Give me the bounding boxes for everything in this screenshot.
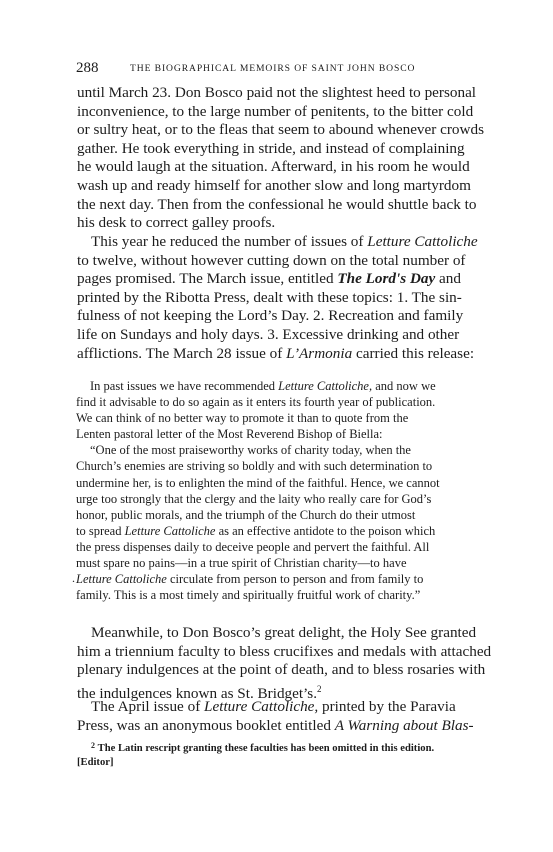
text-line: he would laugh at the situation. Afterward, in his room he would xyxy=(77,158,470,176)
text-line xyxy=(77,345,497,364)
running-head: THE BIOGRAPHICAL MEMOIRS OF SAINT JOHN BOSCO xyxy=(130,63,416,74)
quote-line: We can think of no better way to promote it than to quote from the xyxy=(76,411,409,426)
italic-title: Letture Cattoliche xyxy=(76,572,167,587)
paragraph-march-confessions xyxy=(77,84,497,233)
footnote xyxy=(77,739,497,771)
text-line xyxy=(77,698,497,717)
text-line: printed by the Ribotta Press, dealt with these topics: 1. The sin- xyxy=(77,288,462,306)
margin-mark: . xyxy=(72,571,75,585)
footnote-line xyxy=(77,739,497,756)
quote-line xyxy=(76,378,498,394)
quote-line: find it advisable to do so again as it enters its fourth year of publication. xyxy=(76,395,436,410)
quote-line: Lenten pastoral letter of the Most Reverend Bishop of Biella: xyxy=(76,427,383,442)
text-line xyxy=(77,717,497,736)
text-run: Press, was an anonymous booklet entitled xyxy=(77,716,335,734)
text-run: and xyxy=(435,270,461,288)
italic-title: L’Armonia xyxy=(286,344,353,362)
italic-title: Letture Cattoliche, xyxy=(204,698,319,715)
text-run: printed by the Paravia xyxy=(318,698,456,715)
text-line: life on Sundays and holy days. 3. Excessive drinking and other xyxy=(77,325,460,343)
text-line: inconvenience, to the large number of penitents, to the bitter cold xyxy=(77,102,474,120)
text-line: or sultry heat, or to the fleas that seem to abound whenever crowds xyxy=(77,121,484,139)
text-run: In past issues we have recommended xyxy=(90,379,279,393)
quote-line: the press dispenses daily to deceive people and pervert the faithful. All xyxy=(76,539,430,554)
text-line: his desk to correct galley proofs. xyxy=(77,214,276,232)
footnote-ref: 2 xyxy=(317,683,322,694)
italic-title: The Lord's Day xyxy=(337,270,436,288)
footnote-line: [Editor] xyxy=(77,757,114,769)
quote-line: urge too strongly that the clergy and the laity who really care for God’s xyxy=(76,491,432,506)
italic-title: Letture Cattoliche, xyxy=(278,379,373,393)
text-run: afflictions. The March 28 issue of xyxy=(77,344,287,362)
quote-line: “One of the most praiseworthy works of charity today, when the xyxy=(90,443,411,458)
text-line: Meanwhile, to Don Bosco’s great delight, the Holy See granted xyxy=(91,624,477,641)
quote-line: honor, public morals, and the triumph of the Church do their utmost xyxy=(76,507,416,522)
text-run: The April issue of xyxy=(91,698,205,715)
text-line xyxy=(77,270,497,289)
text-line: gather. He took everything in stride, and instead of complaining xyxy=(77,139,465,157)
text-line: plenary indulgences at the point of death, and to bless rosaries with xyxy=(77,661,486,679)
text-run: circulate from person to person and from family to xyxy=(166,572,424,587)
italic-title: A Warning about Blas- xyxy=(334,716,474,734)
text-line: wash up and ready himself for another slow and long martyrdom xyxy=(77,176,471,194)
text-line: until March 23. Don Bosco paid not the slightest heed to personal xyxy=(77,84,477,101)
text-run: as an effective antidote to the poison which xyxy=(215,523,436,538)
quote-line: must spare no pains—in a true spirit of Christian charity—to have xyxy=(76,556,407,571)
quote-line: family. This is a most timely and spiritually fruitful work of charity.” xyxy=(76,588,421,603)
text-run: and now we xyxy=(372,379,436,393)
block-quote-armonia xyxy=(76,378,498,603)
text-line xyxy=(77,233,497,252)
quote-line: undermine her, is to enlighten the mind of the faithful. Hence, we cannot xyxy=(76,475,440,490)
text-line: to twelve, without however cutting down on the total number of xyxy=(77,251,466,269)
text-line: him a triennium faculty to bless crucifixes and medals with attached xyxy=(77,642,492,660)
footnote-mark: 2 xyxy=(91,741,95,750)
quote-line xyxy=(76,523,498,539)
text-line: fulness of not keeping the Lord’s Day. 2. Recreation and family xyxy=(77,307,464,325)
paragraph-letture-issues xyxy=(77,233,497,363)
footnote-text: The Latin rescript granting these faculties has been omitted in this edition. xyxy=(97,743,435,754)
quote-line xyxy=(76,571,498,587)
paragraph-triennium-faculty xyxy=(77,624,497,703)
paragraph-april-issue xyxy=(77,698,497,735)
text-run: This year he reduced the number of issues of xyxy=(91,233,368,250)
text-run: the indulgences known as St. Bridget’s. xyxy=(77,684,318,702)
page-header xyxy=(76,60,496,80)
italic-title: Letture Cattoliche xyxy=(124,523,216,538)
page-number: 288 xyxy=(76,60,99,76)
quote-line: Church’s enemies are striving so boldly and with such determination to xyxy=(76,459,433,474)
text-line: the next day. Then from the confessional he would shuttle back to xyxy=(77,195,477,213)
text-run: to spread xyxy=(76,523,125,538)
italic-title: Letture Cattoliche xyxy=(367,233,478,250)
text-run: carried this release: xyxy=(352,344,475,362)
text-run: pages promised. The March issue, entitled xyxy=(77,270,338,288)
